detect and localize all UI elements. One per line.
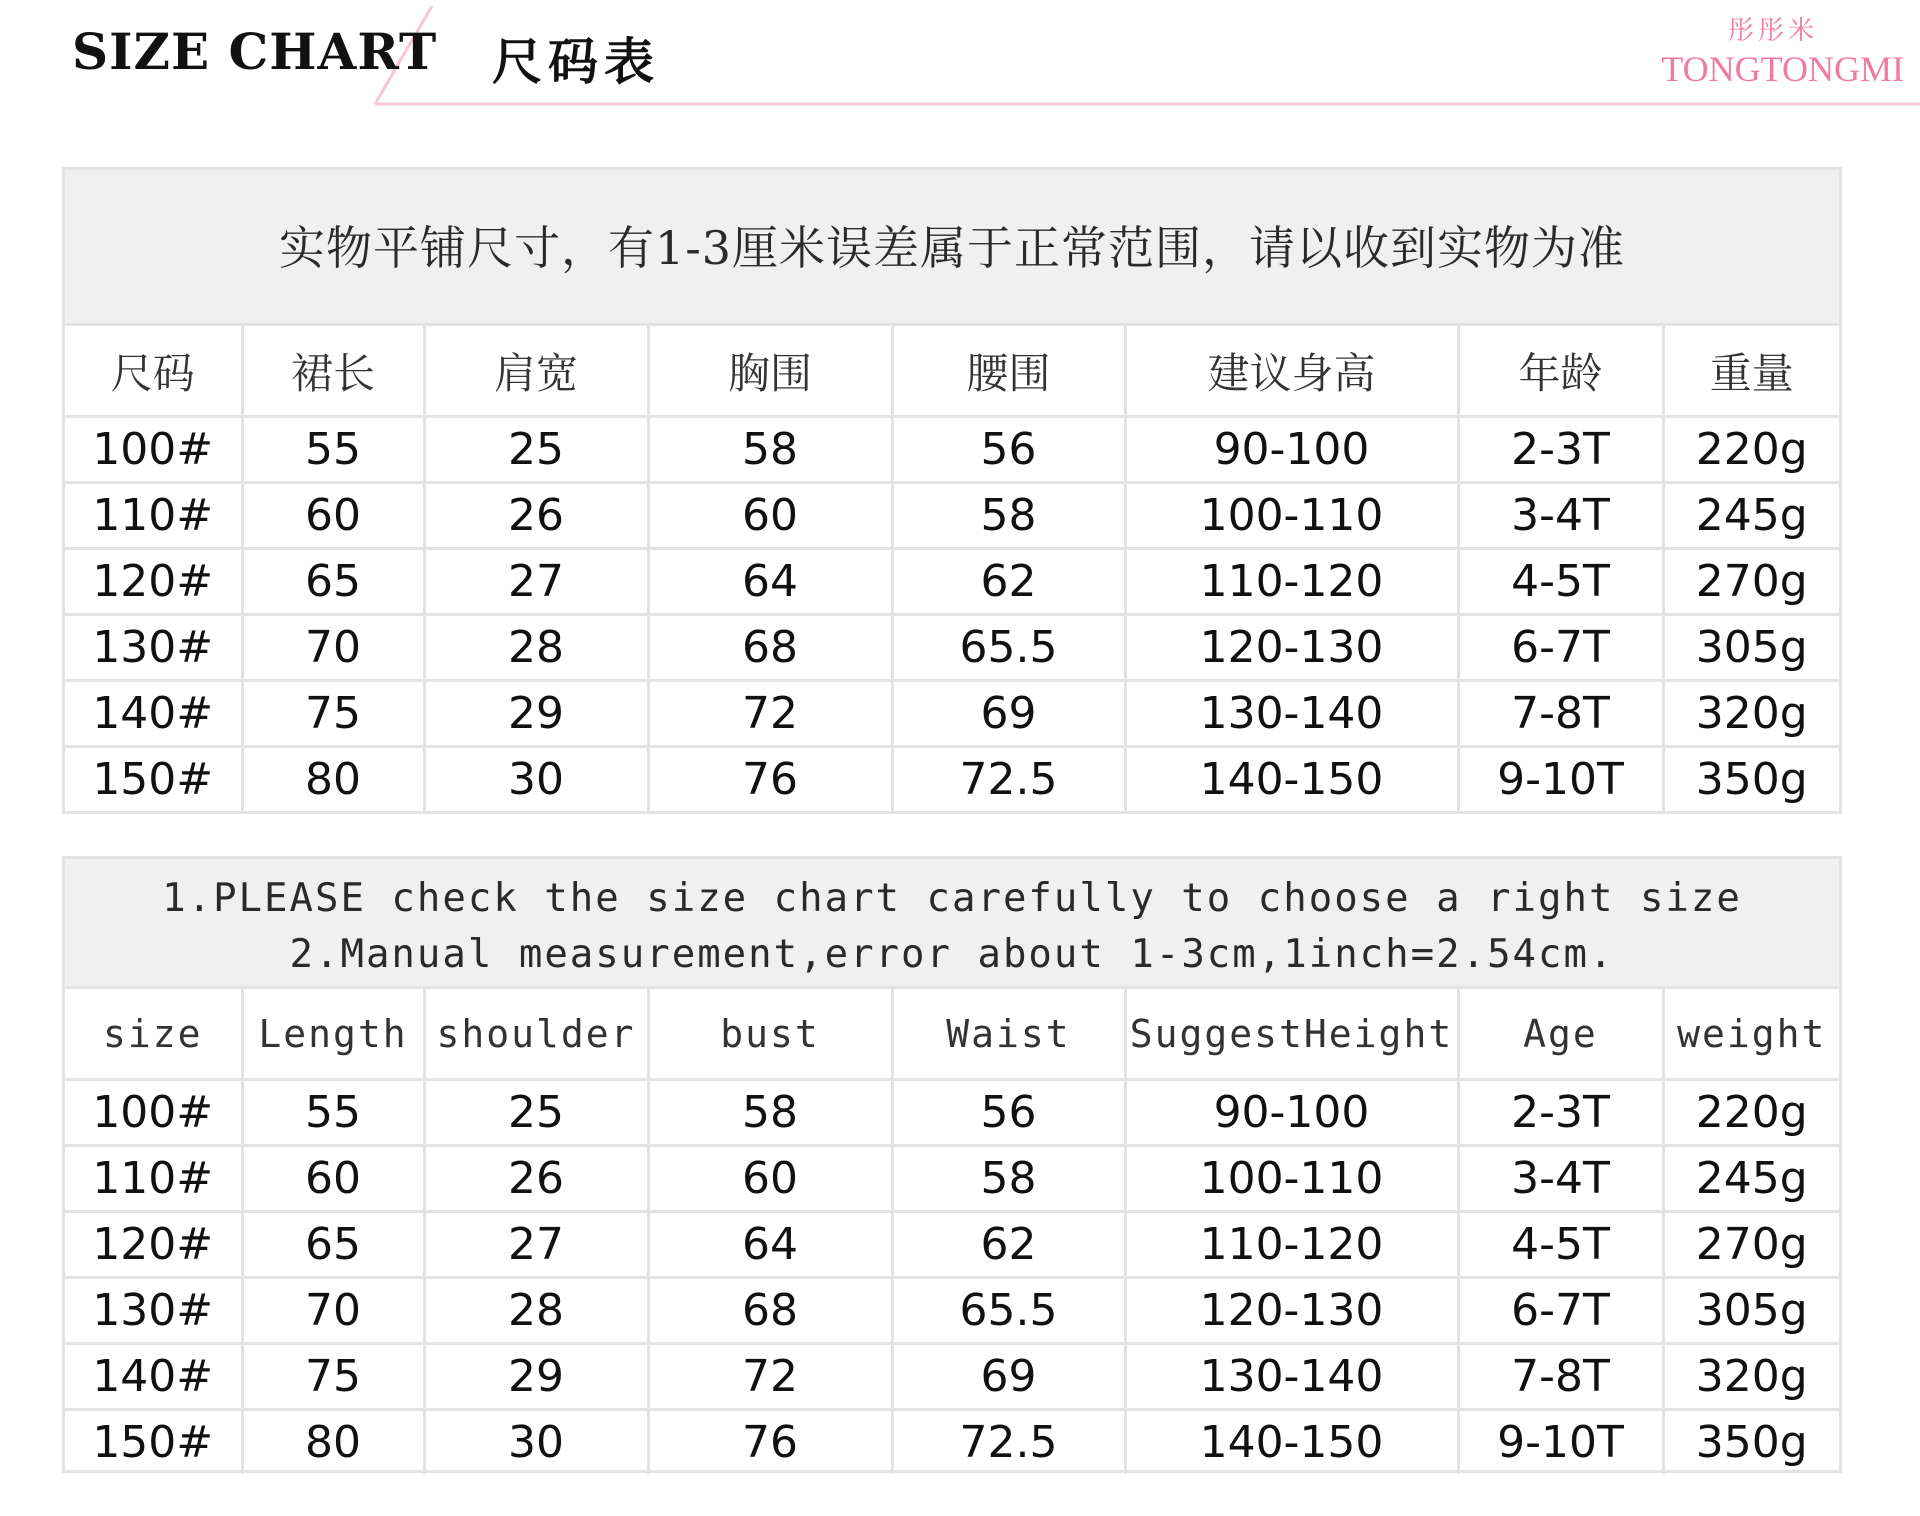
cell-shoulder: 27 [424,549,648,615]
cell-bust: 60 [648,1146,892,1212]
cell-age: 4-5T [1458,1212,1663,1278]
cell-size: 100# [65,417,242,483]
page-header [0,0,1920,115]
col-header-age: 年龄 [1458,326,1663,417]
col-header-weight: 重量 [1663,326,1839,417]
cell-height: 130-140 [1125,1344,1458,1410]
cell-age: 6-7T [1458,1278,1663,1344]
cell-length: 75 [242,681,424,747]
cell-bust: 76 [648,747,892,812]
cell-bust: 68 [648,1278,892,1344]
cell-waist: 62 [892,1212,1125,1278]
col-header-bust: 胸围 [648,326,892,417]
brand-logo-chinese: 彤彤米 [1727,16,1818,46]
cell-size: 130# [65,615,242,681]
cell-size: 120# [65,549,242,615]
cell-size: 110# [65,1146,242,1212]
col-header-length: Length [242,989,424,1080]
cell-shoulder: 26 [424,483,648,549]
cell-length: 55 [242,417,424,483]
cell-weight: 350g [1695,754,1808,805]
cell-weight: 270g [1663,549,1839,615]
col-header-shoulder: shoulder [424,989,648,1080]
cell-bust: 60 [648,483,892,549]
cell-weight: 320g [1663,681,1839,747]
table-row [65,1344,1839,1410]
cell-bust: 72 [648,681,892,747]
cell-age: 2-3T [1458,1080,1663,1146]
cell-bust: 76 [648,1410,892,1475]
cell-waist: 56 [892,1080,1125,1146]
cell-shoulder: 25 [424,1080,648,1146]
header-row [65,989,1839,1080]
cell-bust: 58 [648,1080,892,1146]
cell-height: 140-150 [1125,1410,1458,1475]
cell-height: 110-120 [1125,1212,1458,1278]
cell-height: 130-140 [1125,681,1458,747]
col-header-age: Age [1458,989,1663,1080]
size-grid-chinese [65,326,1839,811]
cell-height: 100-110 [1125,483,1458,549]
cell-length: 70 [242,615,424,681]
cell-shoulder: 25 [424,417,648,483]
col-header-height: 建议身高 [1125,326,1458,417]
cell-length: 60 [242,1146,424,1212]
cell-size: 140# [65,1344,242,1410]
cell-length: 55 [242,1080,424,1146]
cell-height: 90-100 [1125,1080,1458,1146]
measurement-note-chinese [65,170,1839,326]
col-header-waist: Waist [892,989,1125,1080]
cell-weight: 305g [1663,615,1839,681]
col-header-length: 裙长 [242,326,424,417]
header-row [65,326,1839,417]
cell-bust: 64 [648,1212,892,1278]
cell-height: 90-100 [1125,417,1458,483]
cell-height: 120-130 [1125,615,1458,681]
cell-weight: 245g [1663,483,1839,549]
cell-height: 140-150 [1125,747,1458,812]
cell-age: 7-8T [1458,681,1663,747]
measurement-note-english [65,859,1839,989]
page-title-chinese: 尺码表 [492,32,660,91]
note-line-1: 1.PLEASE check the size chart carefully to choose a right size [162,876,1742,921]
cell-size: 130# [65,1278,242,1344]
cell-length: 80 [242,747,424,812]
table-row [65,417,1839,483]
cell-shoulder: 30 [424,747,648,812]
col-header-size: 尺码 [65,326,242,417]
cell-age: 9-10T [1458,1410,1663,1475]
cell-length: 80 [242,1410,424,1475]
cell-height: 100-110 [1125,1146,1458,1212]
cell-bust: 64 [648,549,892,615]
cell-waist: 72.5 [892,1410,1125,1475]
cell-length: 75 [242,1344,424,1410]
cell-weight: 220g [1663,1080,1839,1146]
page-title: SIZE CHART [72,22,438,81]
cell-shoulder: 28 [424,1278,648,1344]
cell-size: 120# [65,1212,242,1278]
cell-bust: 68 [648,615,892,681]
cell-size: 100# [65,1080,242,1146]
cell-weight: 245g [1663,1146,1839,1212]
table-row [65,549,1839,615]
cell-size: 110# [65,483,242,549]
table-row [65,1080,1839,1146]
cell-weight: 320g [1663,1344,1839,1410]
cell-shoulder: 29 [424,1344,648,1410]
cell-length: 65 [242,549,424,615]
cell-length: 60 [242,483,424,549]
table-row [65,681,1839,747]
table-row [65,747,1839,812]
size-table-english [62,856,1842,1473]
note-text: 实物平铺尺寸，有1-3厘米误差属于正常范围，请以收到实物为准 [278,221,1626,275]
cell-age: 3-4T [1458,483,1663,549]
cell-length: 70 [242,1278,424,1344]
cell-age: 6-7T [1458,615,1663,681]
brand-logo: TONGTONGMI [1661,49,1904,89]
cell-size: 140# [65,681,242,747]
table-row [65,1146,1839,1212]
cell-weight: 350g [1695,1417,1808,1468]
cell-age: 4-5T [1458,549,1663,615]
cell-waist: 58 [892,1146,1125,1212]
cell-waist: 58 [892,483,1125,549]
cell-age: 3-4T [1458,1146,1663,1212]
cell-weight: 220g [1663,417,1839,483]
cell-bust: 72 [648,1344,892,1410]
table-row [65,1278,1839,1344]
cell-waist: 69 [892,1344,1125,1410]
col-header-height: SuggestHeight [1125,989,1458,1080]
table-row [65,1212,1839,1278]
cell-shoulder: 26 [424,1146,648,1212]
cell-waist: 65.5 [892,1278,1125,1344]
cell-age: 9-10T [1458,747,1663,812]
size-grid-english [65,989,1839,1474]
col-header-waist: 腰围 [892,326,1125,417]
note-line-2: 2.Manual measurement,error about 1-3cm,1inch=2.54cm. [289,932,1615,977]
size-table-chinese [62,167,1842,814]
cell-weight: 270g [1663,1212,1839,1278]
cell-age: 7-8T [1458,1344,1663,1410]
col-header-weight: weight [1663,989,1839,1080]
cell-waist: 69 [892,681,1125,747]
cell-bust: 58 [648,417,892,483]
cell-height: 110-120 [1125,549,1458,615]
cell-height: 120-130 [1125,1278,1458,1344]
cell-length: 65 [242,1212,424,1278]
cell-waist: 65.5 [892,615,1125,681]
cell-waist: 72.5 [892,747,1125,812]
cell-shoulder: 28 [424,615,648,681]
cell-waist: 56 [892,417,1125,483]
cell-shoulder: 29 [424,681,648,747]
cell-shoulder: 30 [424,1410,648,1475]
cell-shoulder: 27 [424,1212,648,1278]
table-row [65,615,1839,681]
cell-size: 150# [65,1410,242,1475]
table-row [65,1410,1839,1475]
cell-age: 2-3T [1458,417,1663,483]
col-header-bust: bust [648,989,892,1080]
cell-weight: 305g [1663,1278,1839,1344]
col-header-size: size [65,989,242,1080]
col-header-shoulder: 肩宽 [424,326,648,417]
cell-size: 150# [65,747,242,812]
table-row [65,483,1839,549]
cell-waist: 62 [892,549,1125,615]
